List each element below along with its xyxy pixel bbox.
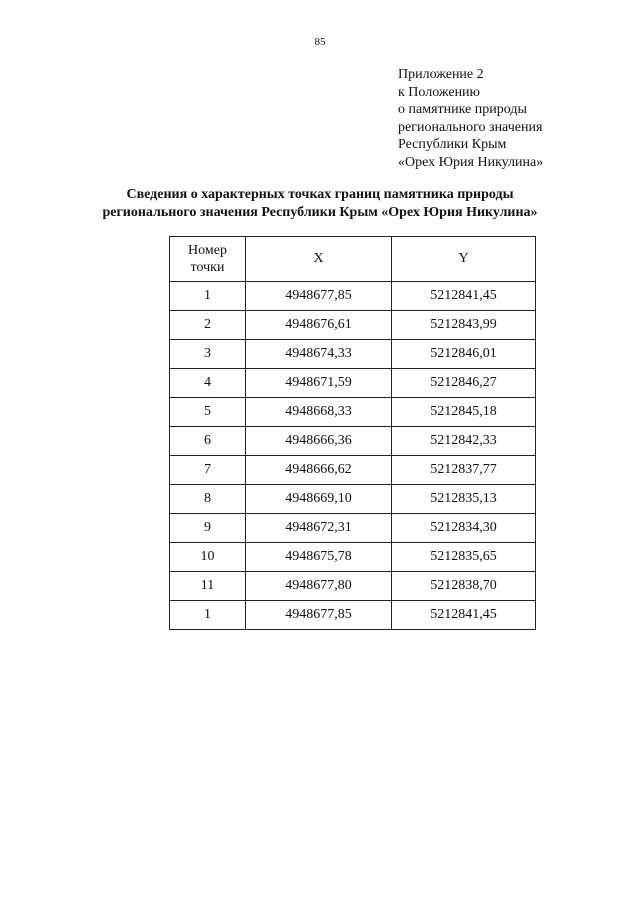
- document-heading: [0, 186, 640, 222]
- y-cell: 5212846,27: [392, 369, 536, 398]
- y-cell: 5212837,77: [392, 456, 536, 485]
- y-cell: 5212843,99: [392, 311, 536, 340]
- x-cell: 4948669,10: [246, 485, 392, 514]
- point-number-cell: 6: [170, 427, 246, 456]
- point-number-cell: 4: [170, 369, 246, 398]
- y-cell: 5212838,70: [392, 572, 536, 601]
- table-row: [170, 485, 536, 514]
- y-cell: 5212841,45: [392, 282, 536, 311]
- x-cell: 4948677,85: [246, 282, 392, 311]
- y-cell: 5212834,30: [392, 514, 536, 543]
- appendix-line: Республики Крым: [398, 137, 507, 152]
- x-cell: 4948674,33: [246, 340, 392, 369]
- x-cell: 4948677,80: [246, 572, 392, 601]
- point-number-cell: 7: [170, 456, 246, 485]
- point-number-cell: 9: [170, 514, 246, 543]
- point-number-header: [170, 237, 246, 282]
- table-row: [170, 427, 536, 456]
- coordinates-table: [169, 236, 536, 630]
- table-row: [170, 398, 536, 427]
- x-cell: 4948668,33: [246, 398, 392, 427]
- point-number-cell: 11: [170, 572, 246, 601]
- point-number-cell: 2: [170, 311, 246, 340]
- x-cell: 4948671,59: [246, 369, 392, 398]
- table-row: [170, 456, 536, 485]
- y-cell: 5212846,01: [392, 340, 536, 369]
- x-cell: 4948666,62: [246, 456, 392, 485]
- header-number-line2: точки: [190, 260, 225, 275]
- header-number-line1: Номер: [188, 243, 227, 258]
- y-header: Y: [392, 237, 536, 282]
- table-header-row: [170, 237, 536, 282]
- appendix-line: «Орех Юрия Никулина»: [398, 154, 544, 170]
- table-row: [170, 514, 536, 543]
- appendix-line: к Положению: [398, 84, 481, 100]
- y-cell: 5212841,45: [392, 601, 536, 630]
- appendix-block: [398, 66, 543, 171]
- x-cell: 4948666,36: [246, 427, 392, 456]
- point-number-cell: 3: [170, 340, 246, 369]
- table-row: [170, 543, 536, 572]
- x-header: X: [246, 237, 392, 282]
- table-row: [170, 282, 536, 311]
- appendix-line: регионального значения: [398, 119, 543, 135]
- heading-line: регионального значения Республики Крым «Орех Юрия Никулина»: [102, 205, 538, 220]
- table-row: [170, 601, 536, 630]
- heading-line: Сведения о характерных точках границ памятника природы: [126, 187, 514, 202]
- point-number-cell: 1: [170, 601, 246, 630]
- table-body: [170, 282, 536, 630]
- y-cell: 5212835,13: [392, 485, 536, 514]
- appendix-line: Приложение 2: [398, 67, 484, 82]
- x-cell: 4948677,85: [246, 601, 392, 630]
- point-number-cell: 1: [170, 282, 246, 311]
- y-cell: 5212835,65: [392, 543, 536, 572]
- x-cell: 4948676,61: [246, 311, 392, 340]
- point-number-cell: 5: [170, 398, 246, 427]
- table-row: [170, 311, 536, 340]
- y-cell: 5212842,33: [392, 427, 536, 456]
- point-number-cell: 10: [170, 543, 246, 572]
- page-number: 85: [314, 36, 326, 48]
- point-number-cell: 8: [170, 485, 246, 514]
- table-row: [170, 340, 536, 369]
- x-cell: 4948675,78: [246, 543, 392, 572]
- table-row: [170, 369, 536, 398]
- appendix-line: о памятнике природы: [398, 102, 527, 117]
- table-row: [170, 572, 536, 601]
- x-cell: 4948672,31: [246, 514, 392, 543]
- y-cell: 5212845,18: [392, 398, 536, 427]
